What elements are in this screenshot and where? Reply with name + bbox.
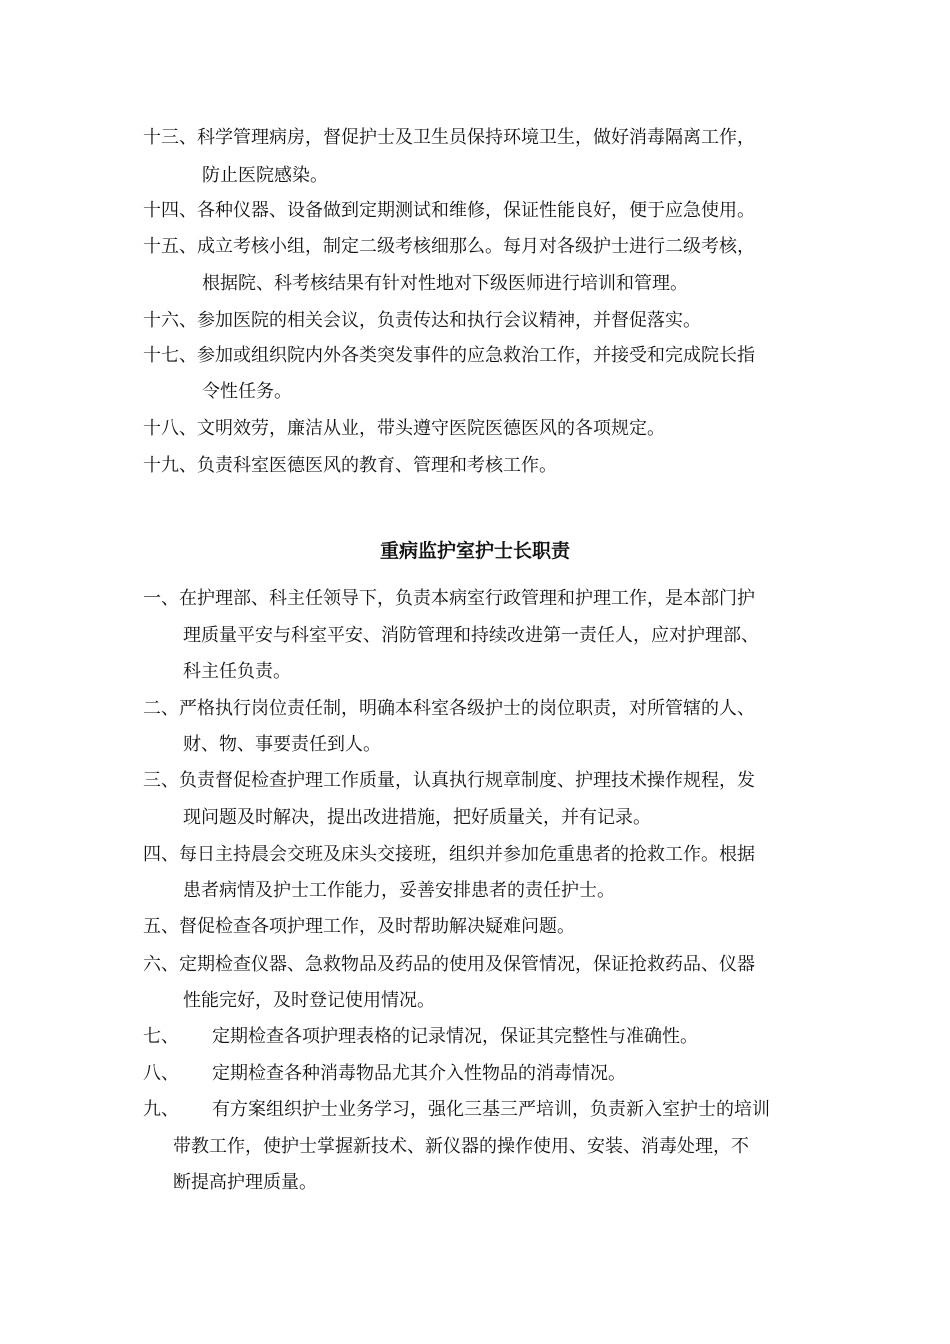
list-item-7-line1: 定期检查各项护理表格的记录情况，保证其完整性与准确性。 bbox=[212, 1026, 698, 1047]
list-item-1-line2: 理质量平安与科室平安、消防管理和持续改进第一责任人，应对护理部、 bbox=[183, 625, 759, 646]
list-item-1-line3: 科主任负责。 bbox=[183, 661, 291, 682]
list-item-15-line1: 十五、成立考核小组，制定二级考核细那么。每月对各级护士进行二级考核， bbox=[143, 236, 755, 257]
list-item-15-line2: 根据院、科考核结果有针对性地对下级医师进行培训和管理。 bbox=[202, 273, 688, 294]
list-item-13-line1: 十三、科学管理病房，督促护士及卫生员保持环境卫生，做好消毒隔离工作， bbox=[143, 127, 755, 148]
list-item-14-line1: 十四、各种仪器、设备做到定期测试和维修，保证性能良好，便于应急使用。 bbox=[143, 200, 755, 221]
list-item-17-line1: 十七、参加或组织院内外各类突发事件的应急救治工作，并接受和完成院长指 bbox=[143, 345, 755, 366]
list-item-3-line1: 三、负责督促检查护理工作质量，认真执行规章制度、护理技术操作规程，发 bbox=[143, 770, 755, 791]
section-title: 重病监护室护士长职责 bbox=[379, 540, 570, 562]
list-item-17-line2: 令性任务。 bbox=[202, 381, 292, 402]
list-item-19-line1: 十九、负责科室医德医风的教育、管理和考核工作。 bbox=[143, 455, 557, 476]
list-item-4-line1: 四、每日主持晨会交班及床头交接班，组织并参加危重患者的抢救工作。根据 bbox=[143, 844, 755, 865]
list-item-8-number: 八、 bbox=[143, 1063, 179, 1084]
list-item-1-line1: 一、在护理部、科主任领导下，负责本病室行政管理和护理工作，是本部门护 bbox=[143, 588, 755, 609]
list-item-4-line2: 患者病情及护士工作能力，妥善安排患者的责任护士。 bbox=[183, 880, 615, 901]
list-item-2-line1: 二、严格执行岗位责任制，明确本科室各级护士的岗位职责，对所管辖的人、 bbox=[143, 698, 755, 719]
list-item-6-line1: 六、定期检查仪器、急救物品及药品的使用及保管情况，保证抢救药品、仪器 bbox=[143, 954, 755, 975]
list-item-16-line1: 十六、参加医院的相关会议，负责传达和执行会议精神，并督促落实。 bbox=[143, 310, 701, 331]
list-item-5-line1: 五、督促检查各项护理工作，及时帮助解决疑难问题。 bbox=[143, 916, 575, 937]
list-item-3-line2: 现问题及时解决，提出改进措施，把好质量关，并有记录。 bbox=[183, 807, 651, 828]
list-item-9-number: 九、 bbox=[143, 1099, 179, 1120]
list-item-9-line2: 带教工作，使护士掌握新技术、新仪器的操作使用、安装、消毒处理，不 bbox=[173, 1136, 749, 1157]
list-item-2-line2: 财、物、事要责任到人。 bbox=[183, 734, 381, 755]
list-item-7-number: 七、 bbox=[143, 1026, 179, 1047]
list-item-9-line1: 有方案组织护士业务学习，强化三基三严培训，负责新入室护士的培训 bbox=[212, 1099, 770, 1120]
list-item-9-line3: 断提高护理质量。 bbox=[173, 1172, 317, 1193]
list-item-6-line2: 性能完好，及时登记使用情况。 bbox=[183, 990, 435, 1011]
list-item-18-line1: 十八、文明效劳，廉洁从业，带头遵守医院医德医风的各项规定。 bbox=[143, 418, 665, 439]
list-item-8-line1: 定期检查各种消毒物品尤其介入性物品的消毒情况。 bbox=[212, 1063, 626, 1084]
list-item-13-line2: 防止医院感染。 bbox=[202, 165, 328, 186]
